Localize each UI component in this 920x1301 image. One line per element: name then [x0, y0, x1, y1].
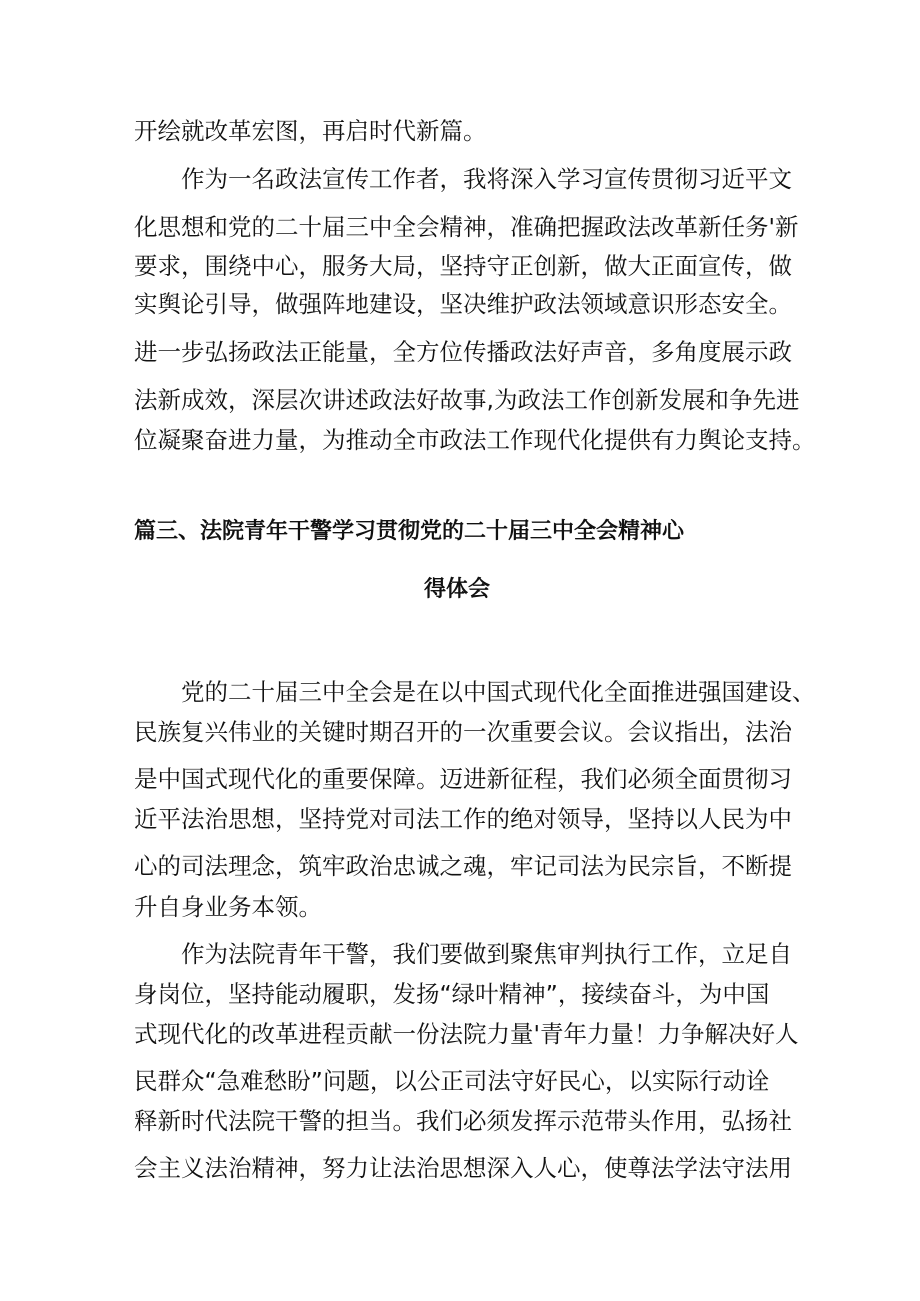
paragraph-line: 作为一名政法宣传工作者，我将深入学习宣传贯彻习近平文 — [181, 165, 792, 193]
paragraph-line: 心的司法理念，筑牢政治忠诚之魂，牢记司法为民宗旨，不断提 — [134, 852, 792, 880]
paragraph-line: 近平法治思想，坚持党对司法工作的绝对领导，坚持以人民为中 — [134, 805, 792, 833]
paragraph-line: 作为法院青年干警，我们要做到聚焦审判执行工作，立足自 — [181, 940, 792, 968]
paragraph-line: 是中国式现代化的重要保障。迈进新征程，我们必须全面贯彻习 — [134, 765, 792, 793]
paragraph-line: 法新成效，深层次讲述政法好故事,为政法工作创新发展和争先进 — [134, 386, 800, 414]
paragraph-line: 党的二十届三中全会是在以中国式现代化全面推进强国建设、 — [181, 678, 816, 706]
paragraph-line: 进一步弘扬政法正能量，全方位传播政法好声音，多角度展示政 — [134, 338, 792, 366]
paragraph-line: 升自身业务本领。 — [134, 893, 322, 921]
paragraph-line: 实舆论引导，做强阵地建设，坚决维护政法领域意识形态安全。 — [134, 290, 792, 318]
paragraph-line: 释新时代法院干警的担当。我们必须发挥示范带头作用，弘扬社 — [134, 1107, 792, 1135]
paragraph-line: 式现代化的改革进程贡献一份法院力量'青年力量！力争解决好人 — [134, 1020, 799, 1048]
paragraph-line: 要求，围绕中心，服务大局，坚持守正创新，做大正面宣传，做 — [134, 252, 792, 280]
section-heading-cont: 得体会 — [424, 577, 491, 602]
paragraph-line: 位凝聚奋进力量，为推动全市政法工作现代化提供有力舆论支持。 — [134, 426, 816, 454]
paragraph-line: 会主义法治精神，努力让法治思想深入人心，使尊法学法守法用 — [134, 1154, 792, 1182]
paragraph-line: 化思想和党的二十届三中全会精神，准确把握政法改革新任务'新 — [134, 213, 799, 241]
paragraph-line: 民族复兴伟业的关键时期召开的一次重要会议。会议指出，法治 — [134, 718, 792, 746]
paragraph-line: 开绘就改革宏图，再启时代新篇。 — [134, 117, 487, 145]
paragraph-line: 身岗位，坚持能动履职，发扬“绿叶精神”，接续奋斗，为中国 — [134, 980, 770, 1008]
paragraph-line: 民群众“急难愁盼”问题，以公正司法守好民心，以实际行动诠 — [134, 1067, 770, 1095]
section-heading: 篇三、法院青年干警学习贯彻党的二十届三中全会精神心 — [134, 519, 685, 544]
